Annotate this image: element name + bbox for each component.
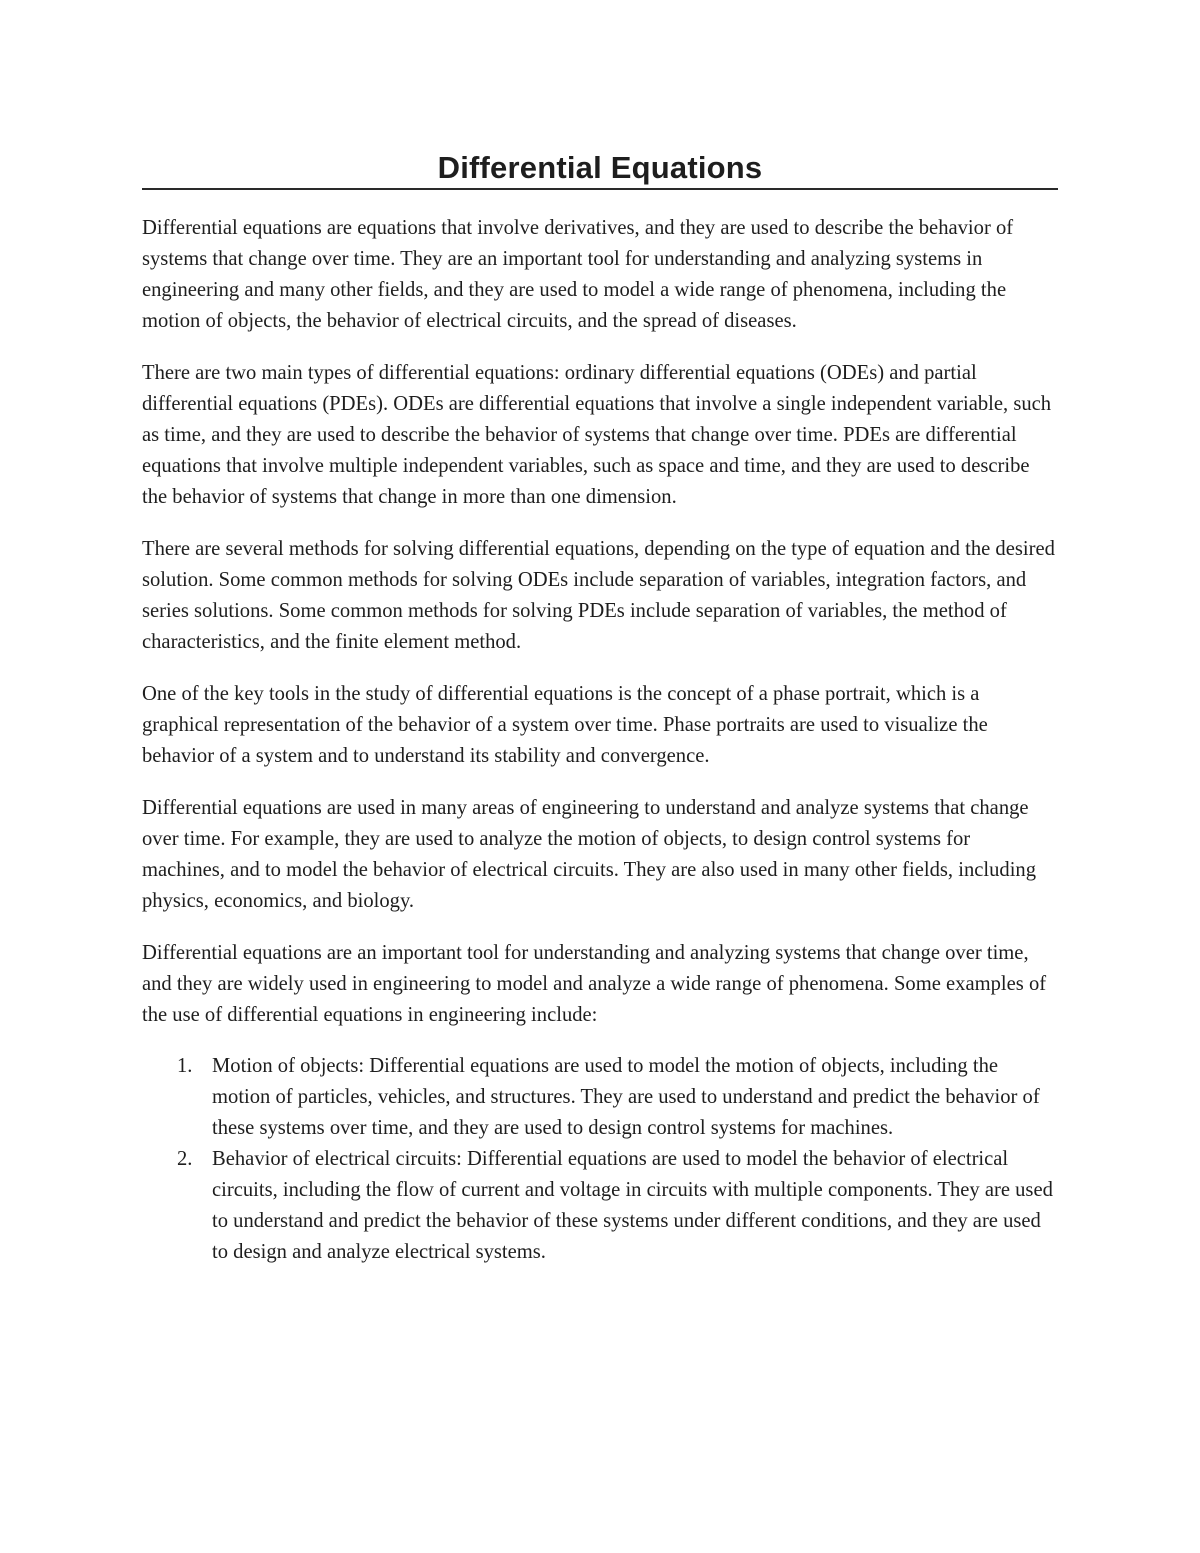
list-item-text: Behavior of electrical circuits: Differential equations are used to model the behavior of electrical circuits, including the flow of current and voltage in circuits with multiple components. They are used to understand and predict the behavior of these systems under different conditions, and they are used to design and analyze electrical systems. [212,1148,1053,1263]
paragraph-types: There are two main types of differential equations: ordinary differential equations (ODEs) and partial differential equations (PDEs). ODEs are differential equations that involve a single independent variable, such as time, and they are used to describe the behavior of systems that change over time. PDEs are differential equations that involve multiple independent variables, such as space and time, and they are used to describe the behavior of systems that change in more than one dimension. [142,362,1052,508]
list-item [142,1144,1058,1268]
examples-list [142,1051,1058,1268]
page-title: Differential Equations [142,150,1058,190]
paragraph-methods: There are several methods for solving differential equations, depending on the type of equation and the desired solution. Some common methods for solving ODEs include separation of variables, integration factors, and series solutions. Some common methods for solving PDEs include separation of variables, the method of characteristics, and the finite element method. [142,538,1055,653]
document-body [142,213,1058,1268]
list-item-number: 2. [177,1148,193,1170]
list-item [142,1051,1058,1144]
paragraph-intro: Differential equations are equations that involve derivatives, and they are used to describe the behavior of systems that change over time. They are an important tool for understanding and analyzing systems in engineering and many other fields, and they are used to model a wide range of phenomena, including the motion of objects, the behavior of electrical circuits, and the spread of diseases. [142,217,1014,332]
paragraph-engineering-uses: Differential equations are used in many areas of engineering to understand and analyze systems that change over time. For example, they are used to analyze the motion of objects, to design control systems for machines, and to model the behavior of electrical circuits. They are also used in many other fields, including physics, economics, and biology. [142,797,1037,912]
list-item-number: 1. [177,1055,193,1077]
list-item-text: Motion of objects: Differential equations are used to model the motion of objects, including the motion of particles, vehicles, and structures. They are used to understand and predict the behavior of these systems over time, and they are used to design control systems for machines. [212,1055,1040,1139]
paragraph-phase-portrait: One of the key tools in the study of differential equations is the concept of a phase portrait, which is a graphical representation of the behavior of a system over time. Phase portraits are used to visualize the behavior of a system and to understand its stability and convergence. [142,683,988,767]
paragraph-examples-intro: Differential equations are an important tool for understanding and analyzing systems that change over time, and they are widely used in engineering to model and analyze a wide range of phenomena. Some examples of the use of differential equations in engineering include: [142,942,1047,1026]
document-page [142,150,1058,1268]
